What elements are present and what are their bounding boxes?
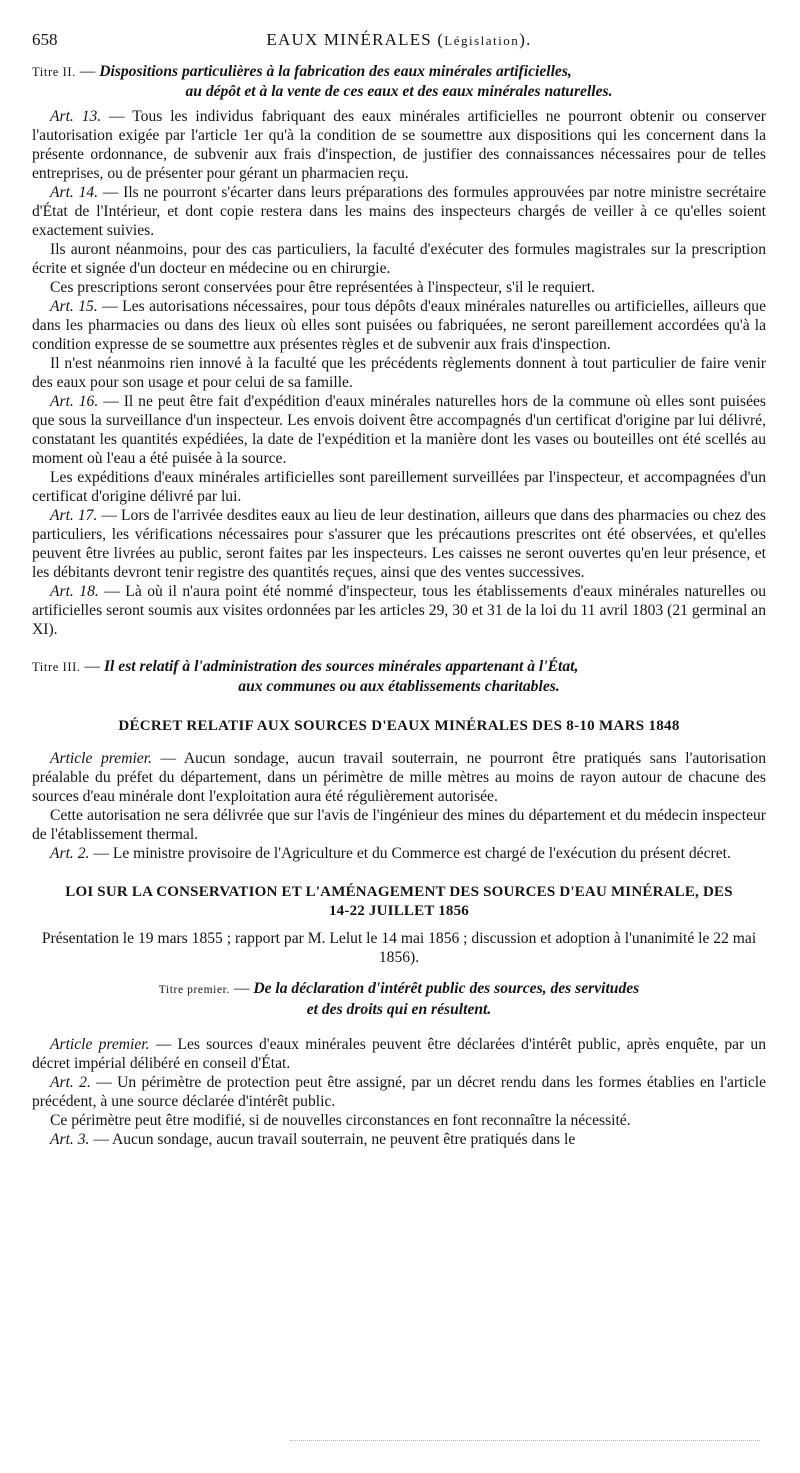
titre-label: Titre III. [32,660,81,674]
titre-text-line2: au dépôt et à la vente de ces eaux et des eaux minérales naturelles. [185,83,613,100]
article-paragraph: Art. 17. — Lors de l'arrivée desdites eaux au lieu de leur destination, ailleurs que dans des pharmacies ou chez des particuliers, les vérifications nécessaires pour s'assurer que les précautions prescrites ont été observées, et qu'elles peuvent être livrées au public, seront faites par les inspecteurs. Les caisses ne seront ouvertes qu'en leur présence, et les débitants devront tenir registre des quantités reçues, ainsi que des ventes successives. [32,507,766,581]
running-title: EAUX MINÉRALES (Législation). [266,30,532,49]
article-paragraph: Article premier. — Aucun sondage, aucun travail souterrain, ne pourront être pratiqués sans l'autorisation préalable du préfet du département, dans un périmètre de mille mètres au moins de rayon autour de chacune des sources d'eau minérale dont l'exploitation aura été régulièrement autorisée. [32,750,766,805]
loi-presentation: Présentation le 19 mars 1855 ; rapport par M. Lelut le 14 mai 1856 ; discussion et adoption à l'unanimité le 22 mai 1856). [41,930,757,966]
titre-text: Dispositions particulières à la fabrication des eaux minérales artificielles, [99,63,572,80]
bottom-bleed-through-line [290,1440,760,1443]
article-paragraph: Cette autorisation ne sera délivrée que sur l'avis de l'ingénieur des mines du département et du médecin inspecteur de l'établissement thermal. [32,807,766,843]
article-paragraph: Art. 2. — Un périmètre de protection peut être assigné, par un décret rendu dans les formes établies en l'article précédent, à une source déclarée d'intérêt public. [32,1074,766,1110]
titre-premier-heading: Titre premier. — De la déclaration d'intérêt public des sources, des servitudes et des droits qui en résultent. [32,979,766,1019]
titre-label: Titre premier. [158,984,230,996]
titre-2-heading: Titre II. — Dispositions particulières à la fabrication des eaux minérales artificielles, au dépôt et à la vente de ces eaux et des eaux minérales naturelles. [32,62,766,101]
article-paragraph: Art. 3. — Aucun sondage, aucun travail souterrain, ne peuvent être pratiqués dans le [50,1131,576,1148]
decret-articles [32,749,766,863]
page-number: 658 [32,30,58,49]
article-paragraph: Art. 15. — Les autorisations nécessaires, pour tous dépôts d'eaux minérales naturelles ou artificielles, ailleurs que dans les pharmacies ou dans des lieux où elles sont puisées ou fabriquées, ne seront pareillement accordées qu'à la condition expresse de se soumettre aux présentes règles et de subvenir aux frais d'inspection. [32,298,766,353]
ordonnance-articles [32,107,766,639]
decret-heading: DÉCRET RELATIF AUX SOURCES D'EAUX MINÉRALES DES 8-10 MARS 1848 [118,718,680,734]
titre-text-line2: aux communes ou aux établissements charitables. [238,678,560,695]
article-paragraph: Ils auront néanmoins, pour des cas particuliers, la faculté d'exécuter des formules magistrales sur la prescription écrite et signée d'un docteur en médecine ou en chirurgie. [32,241,766,277]
article-paragraph: Art. 14. — Ils ne pourront s'écarter dans leurs préparations des formules approuvées par notre ministre secrétaire d'État de l'Intérieur, et dont copie restera dans les mains des inspecteurs chargés de veiller à ce qu'elles soient exactement suivies. [32,184,767,239]
article-paragraph: Art. 18. — Là où il n'aura point été nommé d'inspecteur, tous les établissements d'eaux minérales naturelles ou artificielles seront soumis aux visites ordonnées par les articles 29, 30 et 31 de la loi du 11 avril 1803 (21 germinal an XI). [32,583,766,638]
article-paragraph: Art. 16. — Il ne peut être fait d'expédition d'eaux minérales naturelles hors de la commune où elles sont puisées que sous la surveillance d'un inspecteur. Les envois doivent être accompagnés d'un certificat d'origine par lui délivré, constatant les quantités expédiées, la date de l'expédition et la manière dont les vases ou bouteilles ont été scellés au moment où l'eau a été puisée à la source. [32,393,766,467]
article-paragraph: Il n'est néanmoins rien innové à la faculté que les précédents règlements donnent à tout particulier de faire venir des eaux pour son usage et pour celui de sa famille. [32,355,766,391]
article-paragraph: Art. 13. — Tous les individus fabriquant des eaux minérales artificielles ne pourront obtenir ou conserver l'autorisation exigée par l'article 1er qu'à la condition de se soumettre aux dispositions qui les concernent dans la présente ordonnance, de subvenir aux frais d'inspection, de justifier des connaissances nécessaires pour de telles entreprises, ou de présenter pour gérant un pharmacien reçu. [32,108,766,182]
titre-text: Il est relatif à l'administration des sources minérales appartenant à l'État, [103,658,579,675]
loi-articles [32,1035,766,1149]
titre-3-heading: Titre III. — Il est relatif à l'administration des sources minérales appartenant à l'État, aux communes ou aux établissements charitables. [32,657,766,696]
article-paragraph: Art. 2. — Le ministre provisoire de l'Agriculture et du Commerce est chargé de l'exécution du présent décret. [50,845,731,862]
article-paragraph: Ce périmètre peut être modifié, si de nouvelles circonstances en font reconnaître la nécessité. [50,1112,631,1129]
running-header [32,30,766,58]
article-paragraph: Les expéditions d'eaux minérales artificielles sont pareillement surveillées par l'inspecteur, et accompagnées d'un certificat d'origine délivré par lui. [32,469,766,505]
document-page [32,30,766,1149]
titre-label: Titre II. [32,65,76,79]
article-paragraph: Article premier. — Les sources d'eaux minérales peuvent être déclarées d'intérêt public, après enquête, par un décret impérial délibéré en conseil d'État. [32,1036,766,1072]
titre-text-line2: et des droits qui en résultent. [306,1001,492,1018]
titre-text: De la déclaration d'intérêt public des sources, des servitudes [253,980,640,997]
article-paragraph: Ces prescriptions seront conservées pour être représentées à l'inspecteur, s'il le requiert. [50,279,595,296]
loi-heading: LOI SUR LA CONSERVATION ET L'AMÉNAGEMENT DES SOURCES D'EAU MINÉRALE, DES 14-22 JUILLET 1856 [65,884,733,919]
